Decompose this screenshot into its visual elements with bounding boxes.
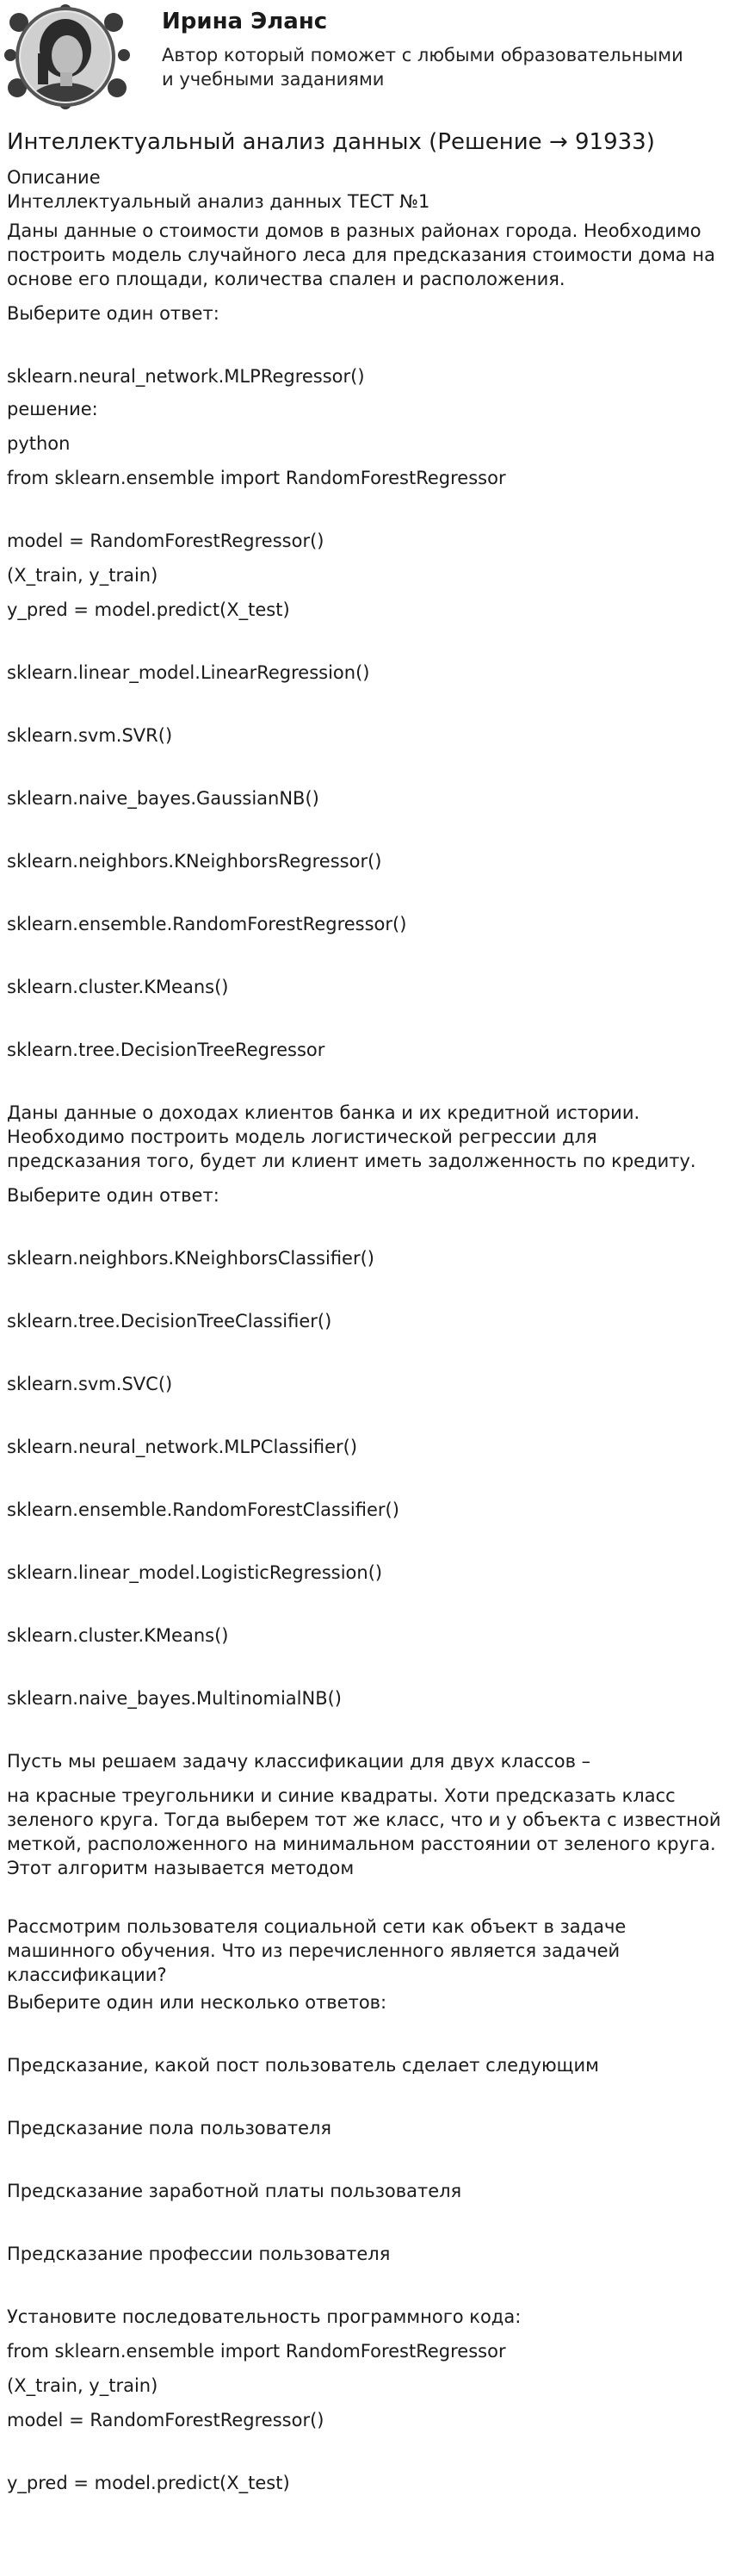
page-content bbox=[7, 127, 721, 2495]
question-1-prompt: Выберите один ответ: bbox=[7, 303, 219, 324]
author-avatar bbox=[3, 3, 133, 110]
answer-option[interactable]: Предсказание заработной платы пользователя bbox=[7, 2181, 462, 2201]
answer-option[interactable]: Предсказание пола пользователя bbox=[7, 2118, 332, 2138]
answer-option[interactable]: sklearn.cluster.KMeans() bbox=[7, 977, 229, 997]
code-language: python bbox=[7, 433, 71, 454]
answer-option[interactable]: sklearn.ensemble.RandomForestClassifier() bbox=[7, 1499, 399, 1520]
page-subtitle: Интеллектуальный анализ данных ТЕСТ №1 bbox=[7, 191, 430, 212]
answer-option[interactable]: sklearn.tree.DecisionTreeRegressor bbox=[7, 1040, 325, 1060]
code-line: from sklearn.ensemble import RandomForestRegressor bbox=[7, 468, 506, 488]
answer-option[interactable]: sklearn.neural_network.MLPClassifier() bbox=[7, 1437, 358, 1457]
answer-option[interactable]: sklearn.linear_model.LinearRegression() bbox=[7, 662, 370, 683]
answer-option[interactable]: sklearn.svm.SVR() bbox=[7, 725, 173, 746]
code-line: (X_train, y_train) bbox=[7, 2375, 158, 2396]
answer-option[interactable]: sklearn.tree.DecisionTreeClassifier() bbox=[7, 1311, 332, 1331]
code-line: from sklearn.ensemble import RandomForestRegressor bbox=[7, 2341, 506, 2362]
answer-option[interactable]: sklearn.naive_bayes.MultinomialNB() bbox=[7, 1688, 342, 1709]
answer-option[interactable]: sklearn.neighbors.KNeighborsClassifier() bbox=[7, 1248, 374, 1269]
author-name[interactable]: Ирина Эланс bbox=[162, 9, 328, 34]
code-line: (X_train, y_train) bbox=[7, 565, 158, 586]
answer-option[interactable]: Предсказание, какой пост пользователь сделает следующим bbox=[7, 2055, 599, 2076]
question-2-text: Даны данные о доходах клиентов банка и их кредитной истории. Необходимо построить модель логистической регрессии для предсказания того, будет ли клиент иметь задолженность по кредиту. bbox=[7, 1102, 696, 1171]
author-description: Автор который поможет с любыми образовательными и учебными заданиями bbox=[162, 45, 683, 90]
question-1-text: Даны данные о стоимости домов в разных районах города. Необходимо построить модель случайного леса для предсказания стоимости дома на основе его площади, количества спален и расположения. bbox=[7, 220, 715, 289]
answer-option[interactable]: sklearn.neighbors.KNeighborsRegressor() bbox=[7, 851, 382, 872]
answer-option[interactable]: Предсказание профессии пользователя bbox=[7, 2244, 391, 2264]
answer-option[interactable]: sklearn.neural_network.MLPRegressor() bbox=[7, 366, 365, 387]
code-line: model = RandomForestRegressor() bbox=[7, 2410, 324, 2430]
answer-option[interactable]: sklearn.naive_bayes.GaussianNB() bbox=[7, 788, 319, 809]
description-label: Описание bbox=[7, 167, 101, 188]
question-4-text: Рассмотрим пользователя социальной сети как объект в задаче машинного обучения. Что из перечисленного является задачей классификации? bbox=[7, 1916, 627, 1985]
question-5-text: Установите последовательность программного кода: bbox=[7, 2306, 522, 2327]
code-line: y_pred = model.predict(X_test) bbox=[7, 599, 290, 620]
question-2-prompt: Выберите один ответ: bbox=[7, 1185, 219, 1206]
question-3-intro: Пусть мы решаем задачу классификации для двух классов – bbox=[7, 1751, 591, 1772]
code-line: y_pred = model.predict(X_test) bbox=[7, 2473, 290, 2493]
page-title: Интеллектуальный анализ данных (Решение → 91933) bbox=[7, 129, 655, 155]
question-3-text: на красные треугольники и синие квадраты. Хоти предсказать класс зеленого круга. Тогда выберем тот же класс, что и у объекта с известной меткой, расположенного на минимальном расстоянии от зеленого круга. Этот алгоритм называется методом bbox=[7, 1785, 721, 1878]
solution-label: решение: bbox=[7, 399, 98, 419]
author-header bbox=[0, 0, 729, 121]
answer-option[interactable]: sklearn.cluster.KMeans() bbox=[7, 1625, 229, 1646]
answer-option[interactable]: sklearn.svm.SVC() bbox=[7, 1374, 173, 1394]
question-4-prompt: Выберите один или несколько ответов: bbox=[7, 1992, 387, 2013]
answer-option[interactable]: sklearn.ensemble.RandomForestRegressor() bbox=[7, 914, 407, 934]
answer-option[interactable]: sklearn.linear_model.LogisticRegression() bbox=[7, 1562, 383, 1583]
code-line: model = RandomForestRegressor() bbox=[7, 531, 324, 551]
